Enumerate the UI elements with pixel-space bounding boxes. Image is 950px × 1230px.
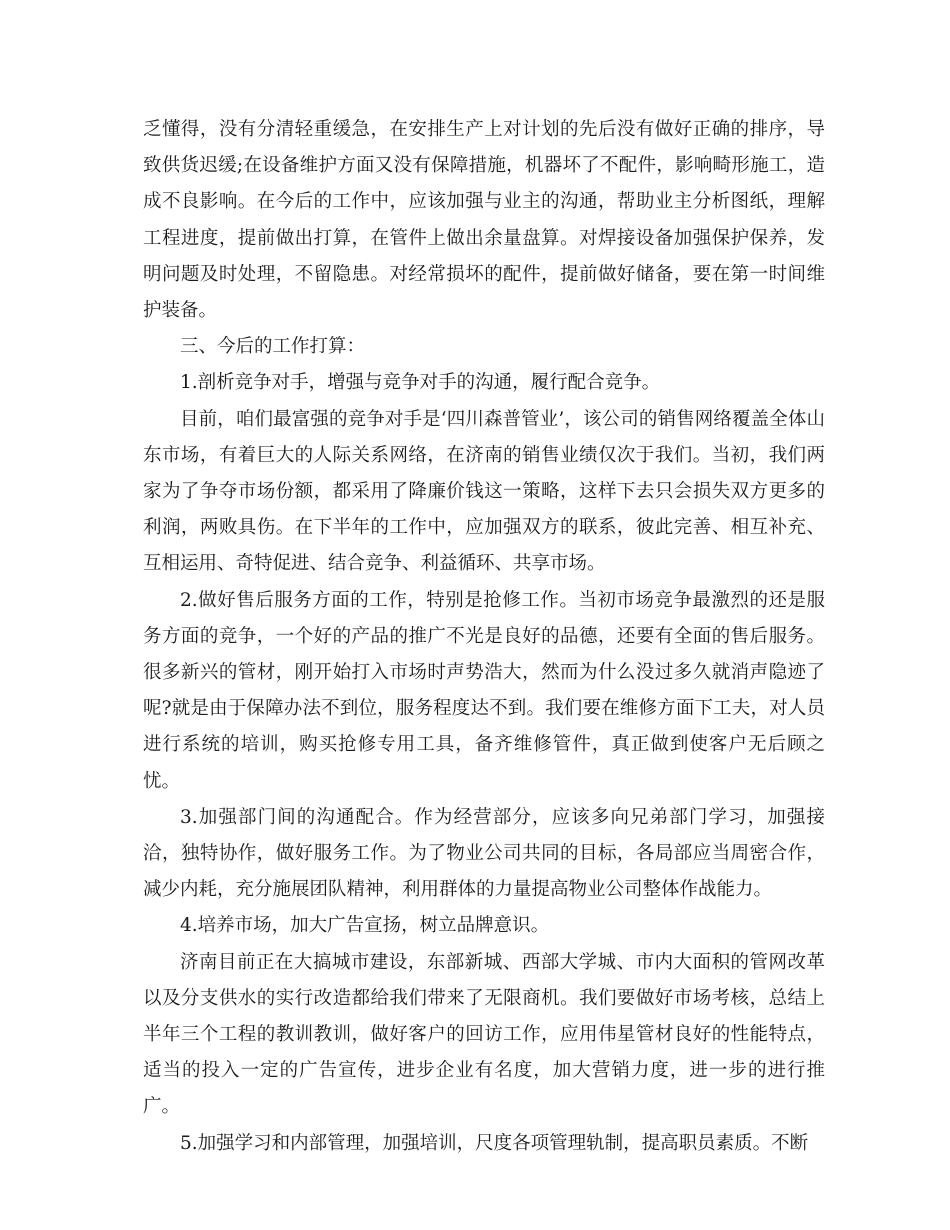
list-item-5: 5.加强学习和内部管理，加强培训，尺度各项管理轨制，提高职员素质。不断 [180, 1132, 809, 1154]
list-item-2: 2.做好售后服务方面的工作，特别是抢修工作。当初市场竞争最激烈的还是服务方面的竞争，一个好的产品的推广不光是良好的品德，还要有全面的售后服务。很多新兴的管材，刚开始打入市场时声势浩大，然而为什么没过多久就消声隐迹了呢?就是由于保障办法不到位，服务程度达不到。我们要在维修方面下工夫，对人员进行系统的培训，购买抢修专用工具，备齐维修管件，真正做到使客户无后顾之忧。 [143, 589, 825, 792]
list-item-4-body: 济南目前正在大搞城市建设，东部新城、西部大学城、市内大面积的管网改革以及分支供水的实行改造都给我们带来了无限商机。我们要做好市场考核，总结上半年三个工程的教训教训，做好客户的回访工作，应用伟星管材良好的性能特点，适当的投入一定的广告宣传，进步企业有名度，加大营销力度，进一步的进行推广。 [143, 951, 825, 1118]
list-item-4-heading: 4.培养市场，加大广告宣扬，树立品牌意识。 [180, 915, 550, 937]
document-body [143, 112, 825, 1162]
section-heading: 三、今后的工作打算： [180, 336, 366, 358]
list-item-3: 3.加强部门间的沟通配合。作为经营部分，应该多向兄弟部门学习，加强接洽，独特协作，做好服务工作。为了物业公司共同的目标，各局部应当周密合作，减少内耗，充分施展团队精神，利用群体的力量提高物业公司整体作战能力。 [143, 806, 825, 901]
list-item-1-body: 目前，咱们最富强的竞争对手是‘四川森普管业’，该公司的销售网络覆盖全体山东市场，有着巨大的人际关系网络，在济南的销售业绩仅次于我们。当初，我们两家为了争夺市场份额，都采用了降廉价钱这一策略，这样下去只会损失双方更多的利润，两败具伤。在下半年的工作中，应加强双方的联系，彼此完善、相互补充、互相运用、奇特促进、结合竞争、利益循环、共享市场。 [143, 408, 825, 575]
list-item-1-heading: 1.剖析竞争对手，增强与竞争对手的沟通，履行配合竞争。 [180, 372, 661, 394]
paragraph-continuation: 乏懂得，没有分清轻重缓急，在安排生产上对计划的先后没有做好正确的排序，导致供货迟缓;在设备维护方面又没有保障措施，机器坏了不配件，影响畸形施工，造成不良影响。在今后的工作中，应该加强与业主的沟通，帮助业主分析图纸，理解工程进度，提前做出打算，在管件上做出余量盘算。对焊接设备加强保护保养，发明问题及时处理，不留隐患。对经常损坏的配件，提前做好储备，要在第一时间维护装备。 [143, 119, 825, 322]
